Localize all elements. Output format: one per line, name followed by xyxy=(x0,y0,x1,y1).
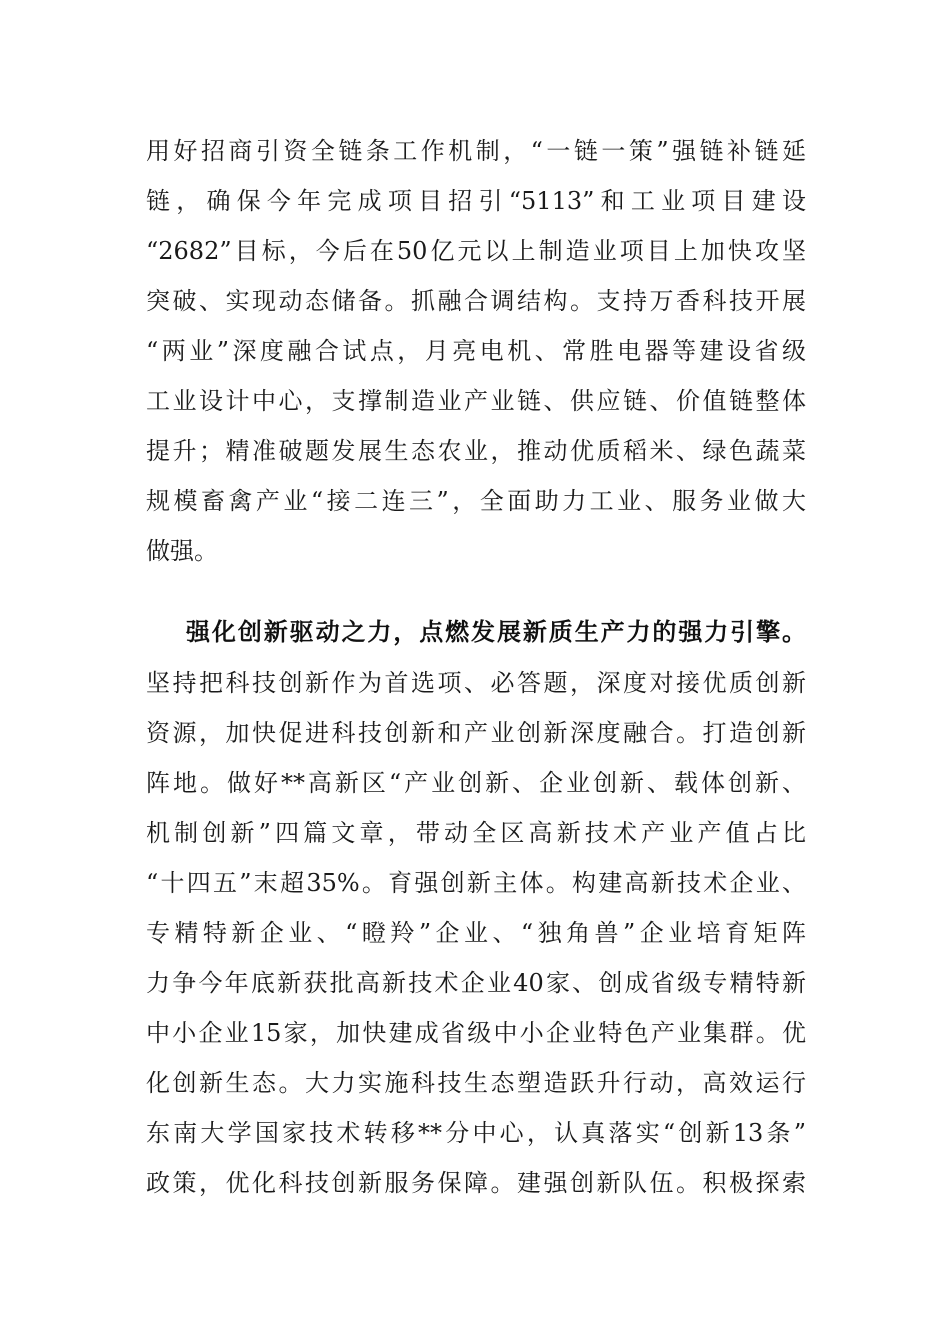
text-line: 工业设计中心，支撑制造业产业链、供应链、价值链整体 xyxy=(146,387,806,415)
text-line: 机制创新”四篇文章，带动全区高新技术产业产值占比 xyxy=(146,819,806,847)
text-line: “两业”深度融合试点，月亮电机、常胜电器等建设省级 xyxy=(146,337,806,365)
text-line: “十四五”末超35%。育强创新主体。构建高新技术企业、 xyxy=(146,869,806,897)
document-body xyxy=(146,126,806,1208)
text-line: 阵地。做好**高新区“产业创新、企业创新、载体创新、 xyxy=(146,769,806,797)
text-line: 化创新生态。大力实施科技生态塑造跃升行动，高效运行 xyxy=(146,1069,806,1097)
text-line: 资源，加快促进科技创新和产业创新深度融合。打造创新 xyxy=(146,719,806,747)
text-line: 链，确保今年完成项目招引“5113”和工业项目建设 xyxy=(146,187,806,215)
text-line: 做强。 xyxy=(146,537,218,565)
text-line: 提升；精准破题发展生态农业，推动优质稻米、绿色蔬菜 xyxy=(146,437,806,465)
paragraph-2 xyxy=(146,658,806,1208)
text-line: 突破、实现动态储备。抓融合调结构。支持万香科技开展 xyxy=(146,287,806,315)
paragraph-spacer xyxy=(146,576,806,606)
text-line: 力争今年底新获批高新技术企业40家、创成省级专精特新 xyxy=(146,969,806,997)
section-heading: 强化创新驱动之力，点燃发展新质生产力的强力引擎。 xyxy=(186,618,806,646)
text-line: 中小企业15家，加快建成省级中小企业特色产业集群。优 xyxy=(146,1019,806,1047)
text-line: 政策，优化科技创新服务保障。建强创新队伍。积极探索 xyxy=(146,1169,806,1197)
text-line: 坚持把科技创新作为首选项、必答题，深度对接优质创新 xyxy=(146,669,806,697)
paragraph-1 xyxy=(146,126,806,576)
text-line: 用好招商引资全链条工作机制，“一链一策”强链补链延 xyxy=(146,137,806,165)
text-line: “2682”目标，今后在50亿元以上制造业项目上加快攻坚 xyxy=(146,237,806,265)
text-line: 东南大学国家技术转移**分中心，认真落实“创新13条” xyxy=(146,1119,806,1147)
text-line: 规模畜禽产业“接二连三”，全面助力工业、服务业做大 xyxy=(146,487,806,515)
text-line: 专精特新企业、“瞪羚”企业、“独角兽”企业培育矩阵 xyxy=(146,919,806,947)
